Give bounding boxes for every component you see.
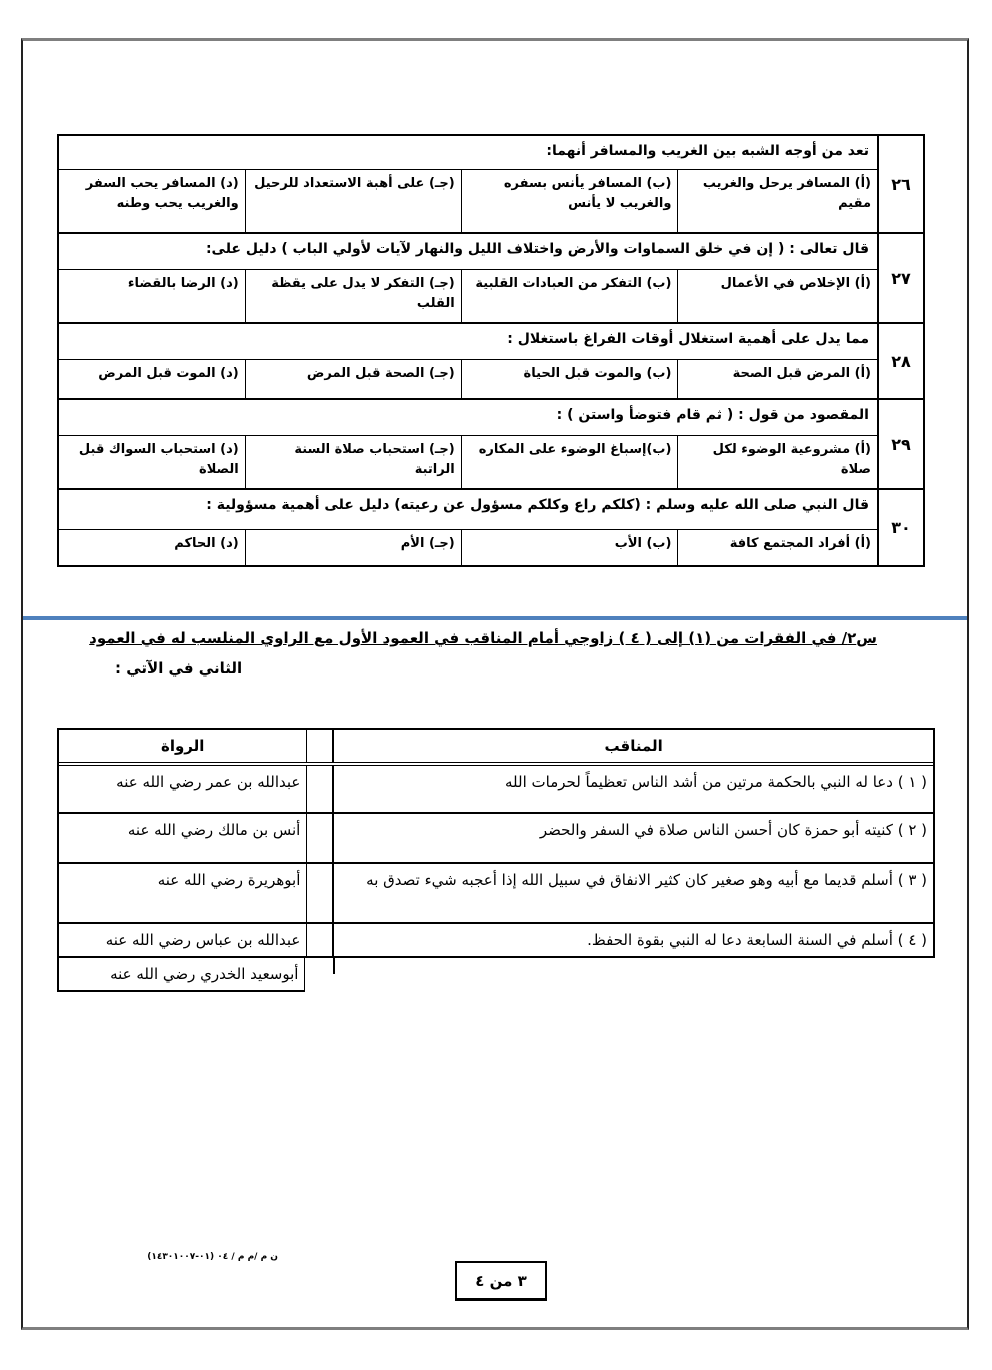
matching-header-row xyxy=(59,730,933,766)
column-header-ruwah: الرواة xyxy=(160,737,205,755)
option-a: (أ) الإخلاص في الأعمال xyxy=(677,270,877,322)
answer-cell xyxy=(305,958,333,992)
question-text: قال تعالى : ( إن في خلق السماوات والأرض واختلاف الليل والنهار لآيات لأولي الباب ) دليل على: xyxy=(59,234,877,270)
virtue-cell-empty xyxy=(334,958,935,992)
option-a: (أ) المسافر يرحل والغريب مقيم xyxy=(677,170,877,232)
matching-row-2 xyxy=(59,814,933,864)
answer-cell xyxy=(306,814,334,862)
option-c: (جـ) الأم xyxy=(245,530,461,565)
question-block-28 xyxy=(59,322,923,398)
question-number: ٢٦ xyxy=(877,136,923,232)
narrator-cell: أنس بن مالك رضي الله عنه xyxy=(127,821,301,839)
question-block-29 xyxy=(59,398,923,488)
page-number-text: ٣ من ٤ xyxy=(475,1271,527,1290)
option-a: (أ) أفراد المجتمع كافة xyxy=(677,530,877,565)
narrator-cell: أبوهريرة رضي الله عنه xyxy=(157,871,301,889)
narrator-cell: عبدالله بن عمر رضي الله عنه xyxy=(116,773,301,791)
mcq-table xyxy=(57,134,925,567)
option-d: (د) الموت قبل المرض xyxy=(98,366,239,381)
option-d: (د) الرضا بالقضاء xyxy=(127,276,239,291)
answer-cell xyxy=(306,864,334,922)
question-block-30 xyxy=(59,488,923,565)
section2-heading xyxy=(57,627,877,679)
matching-table-body xyxy=(57,728,935,958)
option-b: (ب) والموت قبل الحياة xyxy=(461,360,678,398)
question-text: قال النبي صلى الله عليه وسلم : (كلكم راع وكلكم مسؤول عن رعيته) دليل على أهمية مسؤولية : xyxy=(59,490,877,530)
option-c: (جـ) على أهبة الاستعداد للرحيل xyxy=(245,170,461,232)
option-a: (أ) المرض قبل الصحة xyxy=(677,360,877,398)
section2-heading-line2: الثاني في الآتي : xyxy=(115,658,243,677)
answer-cell xyxy=(306,924,334,956)
section2-heading-line1: س٢/ في الفقرات من (١) إلى ( ٤ ) زاوجي أمام المناقب في العمود الأول مع الراوي المنلسب له في العمود xyxy=(89,629,877,647)
question-block-27 xyxy=(59,232,923,322)
question-text: مما يدل على أهمية استغلال أوقات الفراغ باستغلال : xyxy=(59,324,877,360)
question-number: ٢٧ xyxy=(877,234,923,322)
column-header-manaqib: المناقب xyxy=(604,737,663,755)
section-divider-line xyxy=(23,616,967,620)
narrator-cell: عبدالله بن عباس رضي الله عنه xyxy=(105,931,301,949)
narrator-cell: أبوسعيد الخدري رضي الله عنه xyxy=(57,958,305,992)
option-b: (ب) الأب xyxy=(461,530,678,565)
option-c: (جـ) استحباب صلاة السنة الراتبة xyxy=(245,436,461,488)
option-d: (د) المسافر يحب السفر والغريب يحب وطنه xyxy=(85,176,239,212)
answer-cell xyxy=(306,766,334,812)
footer-document-code: ن م /م م / ٠٤ (٠١-١٤٣٠١٠٠٧) xyxy=(147,1252,278,1262)
matching-row-4 xyxy=(59,924,933,956)
option-c: (جـ) الصحة قبل المرض xyxy=(245,360,461,398)
matching-row-5 xyxy=(57,958,935,992)
page-number-box xyxy=(455,1261,547,1301)
virtue-cell: ( ٣ ) أسلم قديما مع أبيه وهو صغير كان كثير الانفاق في سبيل الله إذا أعجبه شيء تصدق به xyxy=(366,871,927,889)
question-block-26 xyxy=(59,136,923,232)
option-c: (جـ) التفكر لا يدل على يقظة القلب xyxy=(245,270,461,322)
question-number: ٢٨ xyxy=(877,324,923,398)
question-number: ٢٩ xyxy=(877,400,923,488)
question-text: المقصود من قول : ( ثم قام فتوضأ واستن ) : xyxy=(59,400,877,436)
option-d: (د) الحاكم xyxy=(174,536,239,551)
option-d: (د) استحباب السواك قبل الصلاة xyxy=(78,442,239,478)
matching-table xyxy=(57,728,935,992)
option-b: (ب) المسافر يأنس بسفره والغريب لا يأنس xyxy=(461,170,678,232)
virtue-cell: ( ١ ) دعا له النبي بالحكمة مرتين من أشد الناس تعظيماً لحرمات الله xyxy=(505,773,927,791)
virtue-cell: ( ٤ ) أسلم في السنة السابعة دعا له النبي بقوة الحفظ. xyxy=(587,931,927,949)
option-b: (ب) التفكر من العبادات القلبية xyxy=(461,270,678,322)
matching-row-3 xyxy=(59,864,933,924)
virtue-cell: ( ٢ ) كنيته أبو حمزة كان أحسن الناس صلاة في السفر والحضر xyxy=(539,821,927,839)
question-number: ٣٠ xyxy=(877,490,923,565)
answer-cell xyxy=(306,730,334,762)
option-a: (أ) مشروعية الوضوء لكل صلاة xyxy=(677,436,877,488)
question-text: تعد من أوجه الشبه بين الغريب والمسافر أنهما: xyxy=(59,136,877,170)
matching-row-1 xyxy=(59,766,933,814)
option-b: (ب)إسباغ الوضوء على المكاره xyxy=(461,436,678,488)
